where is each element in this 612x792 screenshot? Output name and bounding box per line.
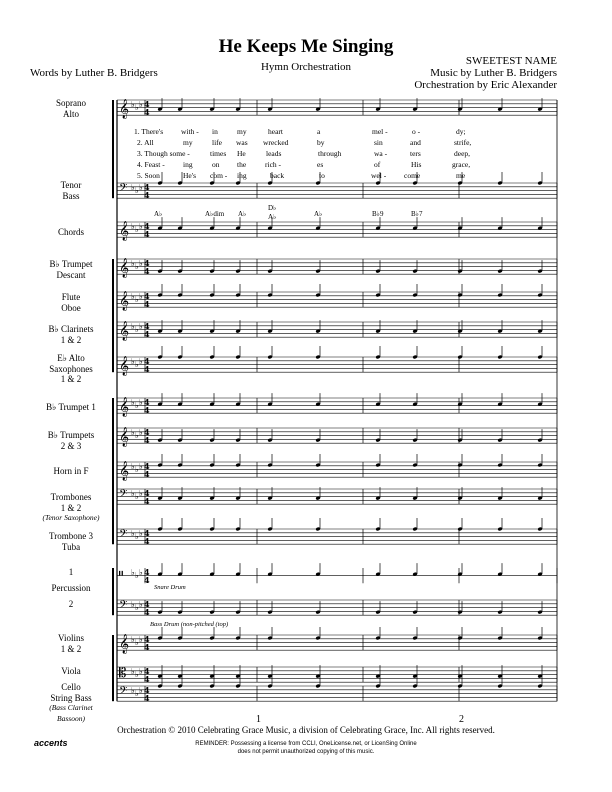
lyric-v4-1: ing	[183, 160, 193, 169]
time-signature: 4	[144, 107, 150, 117]
flat-icon: ♭	[139, 686, 143, 695]
time-signature: 4	[144, 642, 150, 652]
lyric-v4-5: es	[317, 160, 324, 169]
clef-icon: 𝄞	[119, 258, 130, 278]
flat-icon: ♭	[131, 489, 135, 498]
words-credit: Words by Luther B. Bridgers	[30, 67, 158, 79]
time-signature: 4	[144, 364, 150, 374]
lyric-v1-2: in	[212, 127, 218, 136]
time-signature: 4	[144, 182, 150, 192]
flat-icon: ♭	[131, 183, 135, 192]
lyric-v3-0: 3. Though some -	[137, 149, 190, 158]
lyric-v5-4: back	[270, 171, 285, 180]
time-signature: 4	[144, 291, 150, 301]
lyric-v2-4: wrecked	[263, 138, 289, 147]
lyric-v5-7: come	[404, 171, 421, 180]
clef-icon: 𝄞	[119, 356, 130, 376]
flat-icon: ♭	[131, 600, 135, 609]
staff	[117, 259, 557, 274]
lyric-v1-5: a	[317, 127, 321, 136]
staff	[117, 462, 557, 477]
flat-icon: ♭	[135, 492, 139, 501]
lyric-v2-0: 2. All	[137, 138, 154, 147]
staff	[117, 667, 557, 682]
staff	[117, 489, 557, 504]
lyric-v3-3: leads	[266, 149, 282, 158]
tune-name: SWEETEST NAME	[465, 55, 557, 67]
chord-symbol: A♭	[238, 210, 247, 218]
lyric-v1-3: my	[237, 127, 247, 136]
label-trombone-3-tuba: Trombone 3 Tuba	[49, 531, 93, 552]
time-signature: 4	[144, 575, 150, 585]
label-flute-oboe: Flute Oboe	[61, 292, 81, 313]
staff	[117, 398, 557, 413]
flat-icon: ♭	[135, 325, 139, 334]
lyric-v2-5: by	[317, 138, 325, 147]
flat-icon: ♭	[139, 635, 143, 644]
snare-drum-label: Snare Drum	[154, 584, 186, 591]
label-percussion-1: 1	[68, 567, 74, 577]
staff	[117, 100, 557, 115]
lyric-v5-2: com -	[210, 171, 228, 180]
flat-icon: ♭	[135, 532, 139, 541]
time-signature: 4	[144, 488, 150, 498]
flat-icon: ♭	[139, 292, 143, 301]
lyric-v5-5: to	[319, 171, 325, 180]
staff	[117, 322, 557, 337]
clef-icon: 𝄞	[119, 461, 130, 481]
lyric-v4-8: grace,	[452, 160, 471, 169]
staff	[117, 222, 557, 237]
lyric-v3-6: ters	[410, 149, 421, 158]
lyric-v4-3: the	[237, 160, 247, 169]
flat-icon: ♭	[135, 571, 139, 580]
flat-icon: ♭	[135, 360, 139, 369]
time-signature: 4	[144, 599, 150, 609]
clef-icon: 𝄞	[119, 221, 130, 241]
lyric-v5-3: ing	[237, 171, 247, 180]
lyric-v3-1: times	[210, 149, 227, 158]
time-signature: 4	[144, 299, 150, 309]
flat-icon: ♭	[139, 322, 143, 331]
staff	[117, 600, 557, 615]
label-viola: Viola	[61, 666, 81, 676]
flat-icon: ♭	[131, 398, 135, 407]
clef-icon: 𝄢	[119, 488, 128, 503]
flat-icon: ♭	[139, 600, 143, 609]
time-signature: 4	[144, 634, 150, 644]
lyric-v5-0: 5. Soon	[137, 171, 160, 180]
flat-icon: ♭	[139, 222, 143, 231]
time-signature: 4	[144, 666, 150, 676]
chord-symbol: A♭	[314, 210, 323, 218]
lyric-v1-4: heart	[268, 127, 283, 136]
time-signature: 4	[144, 496, 150, 506]
label-violins: Violins 1 & 2	[58, 633, 84, 654]
clef-icon: 𝄢	[119, 599, 128, 614]
flat-icon: ♭	[139, 489, 143, 498]
flat-icon: ♭	[135, 295, 139, 304]
staff	[117, 529, 557, 544]
flat-icon: ♭	[135, 603, 139, 612]
time-signature: 4	[144, 229, 150, 239]
clef-icon: 𝄞	[119, 99, 130, 119]
label-trumpet-descant: B♭ Trumpet Descant	[49, 259, 93, 280]
flat-icon: ♭	[131, 529, 135, 538]
flat-icon: ♭	[131, 635, 135, 644]
lyric-v4-6: of	[374, 160, 381, 169]
flat-icon: ♭	[131, 428, 135, 437]
time-signature: 4	[144, 607, 150, 617]
lyric-v1-6: mel -	[372, 127, 388, 136]
staff	[117, 428, 557, 443]
flat-icon: ♭	[131, 100, 135, 109]
lyric-v4-2: on	[212, 160, 220, 169]
chord-symbol: A♭dim	[205, 210, 225, 218]
time-signature: 4	[144, 435, 150, 445]
flat-icon: ♭	[131, 292, 135, 301]
lyric-v2-7: and	[410, 138, 421, 147]
flat-icon: ♭	[131, 667, 135, 676]
time-signature: 4	[144, 528, 150, 538]
lyric-v3-7: deep,	[454, 149, 471, 158]
time-signature: 4	[144, 427, 150, 437]
clef-icon: 𝄢	[119, 182, 128, 197]
reminder-line-2: does not permit unauthorized copying of this music.	[237, 749, 375, 755]
flat-icon: ♭	[131, 322, 135, 331]
chord-symbol: A♭	[154, 210, 163, 218]
time-signature: 4	[144, 266, 150, 276]
lyric-v3-2: He	[237, 149, 246, 158]
clef-icon: 𝄢	[119, 528, 128, 543]
measure-number-2: 2	[459, 714, 464, 725]
flat-icon: ♭	[139, 462, 143, 471]
label-cello-bass: Cello String Bass (Bass Clarinet Bassoon)	[49, 682, 93, 723]
chord-symbol: A♭	[268, 213, 277, 221]
label-soprano-alto: Soprano Alto	[56, 98, 86, 119]
time-signature: 4	[144, 461, 150, 471]
flat-icon: ♭	[131, 259, 135, 268]
flat-icon: ♭	[139, 398, 143, 407]
label-trumpets-2-3: B♭ Trumpets 2 & 3	[47, 430, 95, 451]
flat-icon: ♭	[139, 568, 143, 577]
staff	[117, 635, 557, 650]
flat-icon: ♭	[135, 670, 139, 679]
lyric-v3-4: through	[318, 149, 342, 158]
orchestration-credit: Orchestration by Eric Alexander	[414, 79, 557, 91]
flat-icon: ♭	[139, 529, 143, 538]
lyric-v3-5: wa -	[374, 149, 388, 158]
flat-icon: ♭	[131, 357, 135, 366]
copyright-notice: Orchestration © 2010 Celebrating Grace Music, a division of Celebrating Grace, Inc. All rights reserved.	[117, 725, 495, 735]
reminder-line-1: REMINDER: Possessing a license from CCLI, OneLicense.net, or LicenSing Online	[195, 741, 417, 747]
clef-icon: 𝄥	[119, 567, 123, 582]
page-title: He Keeps Me Singing	[218, 36, 394, 57]
flat-icon: ♭	[139, 667, 143, 676]
flat-icon: ♭	[135, 401, 139, 410]
lyric-v2-1: my	[183, 138, 193, 147]
lyric-v2-6: sin	[374, 138, 383, 147]
lyric-v2-8: strife,	[454, 138, 472, 147]
clef-icon: 𝄞	[119, 321, 130, 341]
staff	[117, 686, 557, 701]
label-clarinets: B♭ Clarinets 1 & 2	[48, 324, 94, 345]
flat-icon: ♭	[139, 428, 143, 437]
flat-icon: ♭	[135, 262, 139, 271]
time-signature: 4	[144, 469, 150, 479]
label-tenor-bass: Tenor Bass	[60, 180, 82, 201]
lyric-v4-0: 4. Feast -	[137, 160, 165, 169]
time-signature: 4	[144, 536, 150, 546]
label-horn: Horn in F	[53, 466, 89, 476]
clef-icon: 𝄞	[119, 634, 130, 654]
label-chords: Chords	[57, 227, 84, 237]
time-signature: 4	[144, 567, 150, 577]
flat-icon: ♭	[135, 689, 139, 698]
flat-icon: ♭	[139, 259, 143, 268]
flat-icon: ♭	[135, 186, 139, 195]
time-signature: 4	[144, 693, 150, 703]
measure-number-1: 1	[256, 714, 261, 725]
staff	[117, 292, 557, 307]
lyric-v1-1: with -	[181, 127, 199, 136]
time-signature: 4	[144, 405, 150, 415]
flat-icon: ♭	[131, 462, 135, 471]
label-trumpet-1: B♭ Trumpet 1	[46, 402, 96, 412]
page-subtitle: Hymn Orchestration	[260, 61, 352, 73]
chord-symbol: B♭9	[372, 210, 384, 218]
flat-icon: ♭	[139, 100, 143, 109]
label-alto-saxophones: E♭ Alto Saxophones 1 & 2	[49, 353, 93, 384]
time-signature: 4	[144, 258, 150, 268]
lyric-v4-4: rich -	[265, 160, 282, 169]
time-signature: 4	[144, 685, 150, 695]
flat-icon: ♭	[131, 222, 135, 231]
time-signature: 4	[144, 674, 150, 684]
clef-icon: 𝄞	[119, 397, 130, 417]
lyric-v1-7: o -	[412, 127, 421, 136]
time-signature: 4	[144, 99, 150, 109]
lyric-v5-8: me	[456, 171, 466, 180]
bass-drum-label: Bass Drum (non-pitched (top)	[150, 621, 229, 628]
lyric-v1-8: dy;	[456, 127, 466, 136]
time-signature: 4	[144, 397, 150, 407]
time-signature: 4	[144, 356, 150, 366]
lyric-v1-0: 1. There's	[134, 127, 164, 136]
lyric-v2-3: was	[236, 138, 248, 147]
lyric-v4-7: His	[411, 160, 422, 169]
label-trombones: Trombones 1 & 2 (Tenor Saxophone)	[42, 492, 100, 522]
chord-symbol: B♭7	[411, 210, 423, 218]
flat-icon: ♭	[135, 638, 139, 647]
accents-logo: accents	[34, 738, 68, 748]
time-signature: 4	[144, 321, 150, 331]
label-percussion: Percussion	[51, 583, 91, 593]
label-percussion-2: 2	[68, 599, 74, 609]
staff	[117, 183, 557, 198]
music-credit: Music by Luther B. Bridgers	[430, 67, 557, 79]
time-signature: 4	[144, 190, 150, 200]
flat-icon: ♭	[135, 225, 139, 234]
lyric-v2-2: life	[212, 138, 222, 147]
flat-icon: ♭	[131, 568, 135, 577]
clef-icon: 𝄡	[119, 666, 127, 681]
time-signature: 4	[144, 221, 150, 231]
clef-icon: 𝄞	[119, 291, 130, 311]
flat-icon: ♭	[139, 183, 143, 192]
clef-icon: 𝄢	[119, 685, 128, 700]
lyric-v5-1: He's	[183, 171, 197, 180]
staff	[117, 357, 557, 372]
flat-icon: ♭	[131, 686, 135, 695]
flat-icon: ♭	[139, 357, 143, 366]
flat-icon: ♭	[135, 465, 139, 474]
flat-icon: ♭	[135, 103, 139, 112]
flat-icon: ♭	[135, 431, 139, 440]
lyric-v5-6: wel -	[371, 171, 387, 180]
clef-icon: 𝄞	[119, 427, 130, 447]
time-signature: 4	[144, 329, 150, 339]
chord-symbol: D♭	[268, 204, 277, 212]
